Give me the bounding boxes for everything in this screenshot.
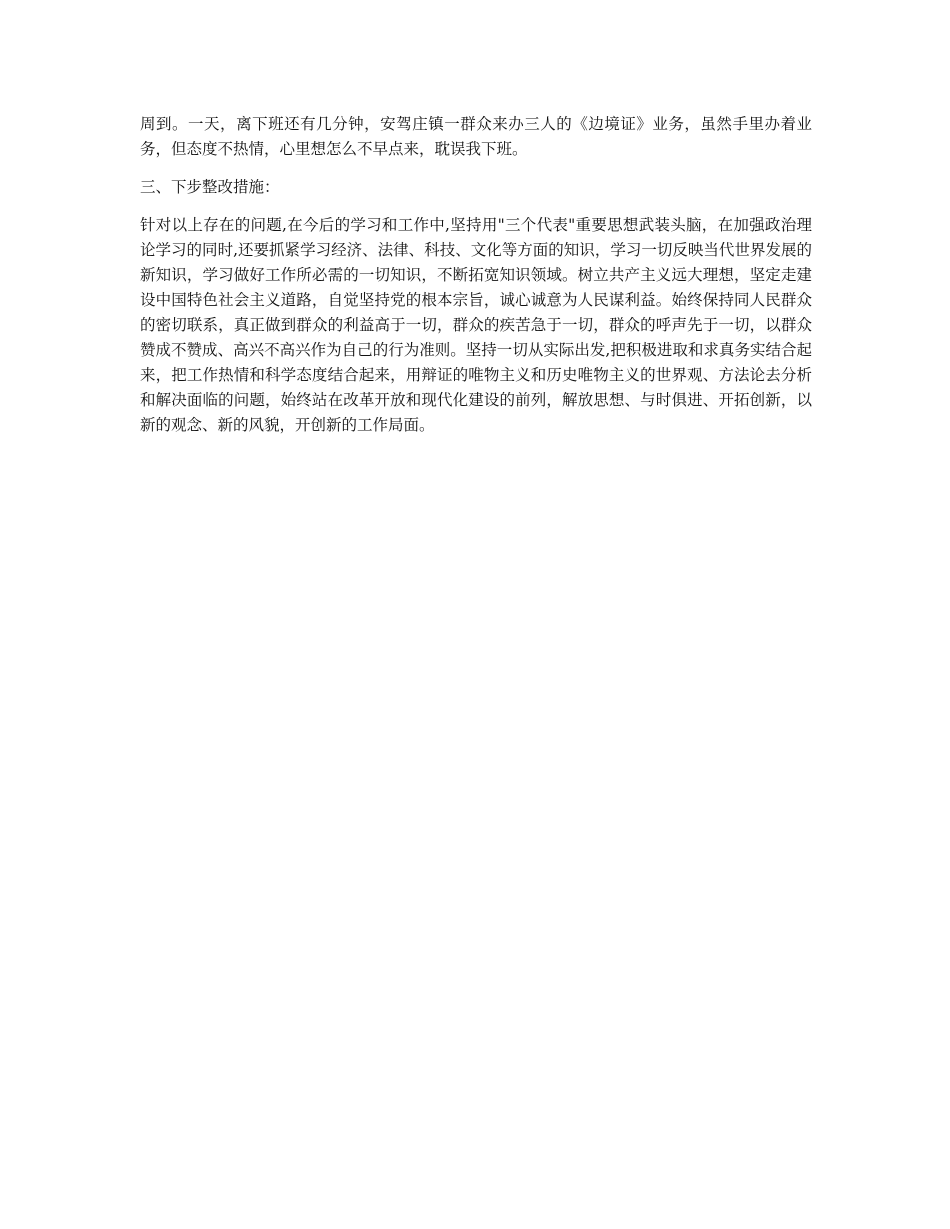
paragraph-continued: 周到。一天，离下班还有几分钟，安驾庄镇一群众来办三人的《边境证》业务，虽然手里办着业务，但态度不热情，心里想怎么不早点来，耽误我下班。 [140, 115, 812, 158]
document-body [140, 112, 812, 451]
section-heading: 三、下步整改措施： [140, 178, 280, 196]
paragraph-measures: 针对以上存在的问题,在今后的学习和工作中,坚持用"三个代表"重要思想武装头脑，在加强政治理论学习的同时,还要抓紧学习经济、法律、科技、文化等方面的知识，学习一切反映当代世界发展的新知识，学习做好工作所必需的一切知识，不断拓宽知识领域。树立共产主义远大理想，坚定走建设中国特色社会主义道路，自觉坚持党的根本宗旨，诚心诚意为人民谋利益。始终保持同人民群众的密切联系，真正做到群众的利益高于一切，群众的疾苦急于一切，群众的呼声先于一切，以群众赞成不赞成、高兴不高兴作为自己的行为准则。坚持一切从实际出发,把积极进取和求真务实结合起来，把工作热情和科学态度结合起来，用辩证的唯物主义和历史唯物主义的世界观、方法论去分析和解决面临的问题，始终站在改革开放和现代化建设的前列，解放思想、与时俱进、开拓创新，以新的观念、新的风貌，开创新的工作局面。 [140, 216, 812, 434]
